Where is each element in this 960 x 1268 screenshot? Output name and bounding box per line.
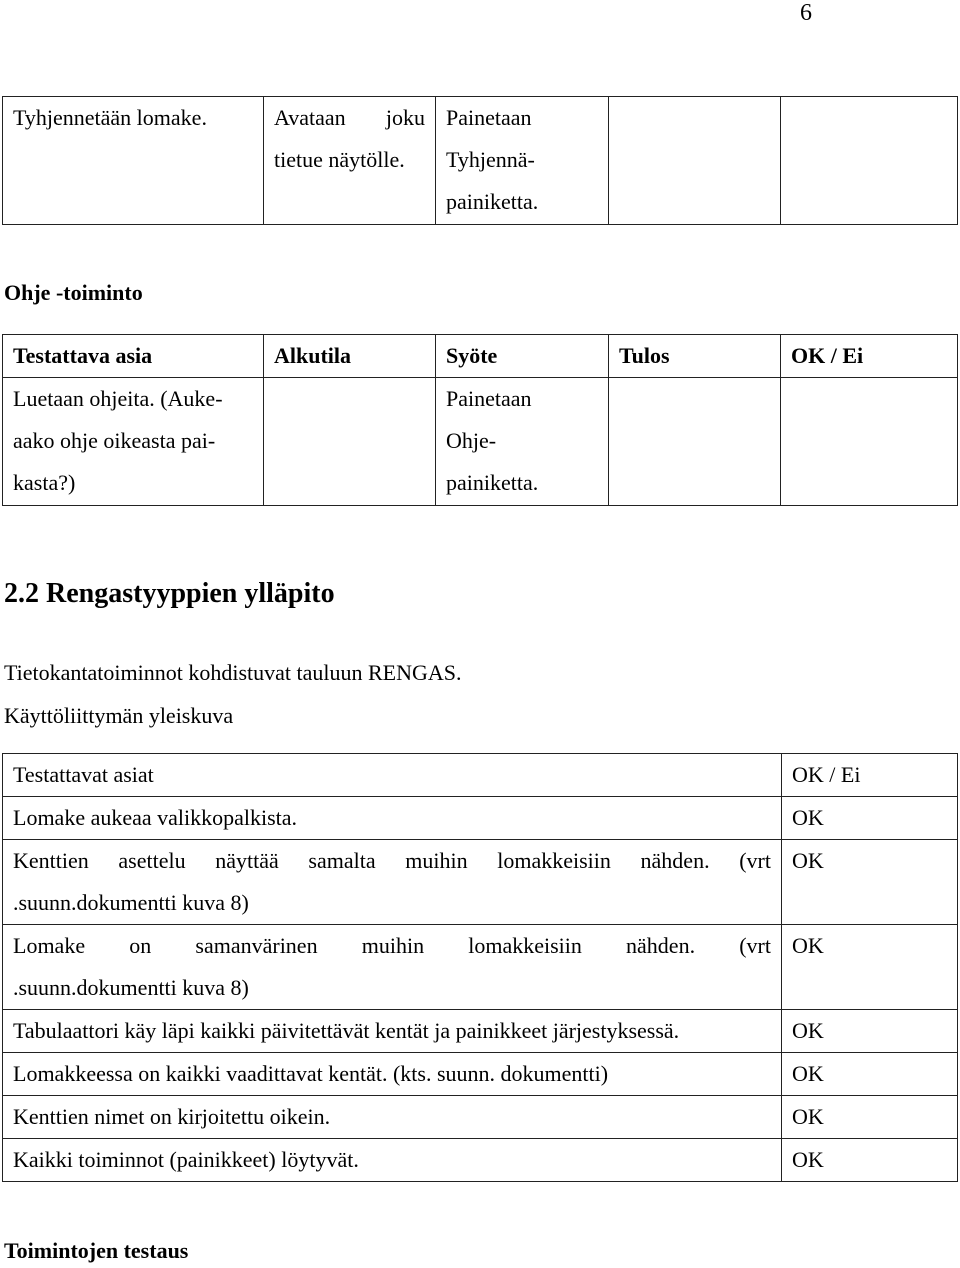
table-cell xyxy=(3,1010,782,1053)
cell-text: Lomake on samanvärinen muihin lomakkeisiin nähden. (vrt xyxy=(13,933,771,958)
table-row xyxy=(3,1010,958,1053)
table-row xyxy=(3,1096,958,1139)
result-cell: OK xyxy=(782,1139,958,1182)
cell-text: Kenttien nimet on kirjoitettu oikein. xyxy=(13,1104,331,1129)
result-cell: OK xyxy=(782,1010,958,1053)
table-cell xyxy=(436,97,609,225)
cell-text: Tyhjennä- xyxy=(446,147,535,172)
section-heading: 2.2 Rengastyyppien ylläpito xyxy=(4,578,335,609)
table-row xyxy=(3,925,958,1010)
table-header-row xyxy=(3,754,958,797)
cell-text: Lomake aukeaa valikkopalkista. xyxy=(13,805,298,830)
table-cell xyxy=(3,840,782,925)
cell-text: Kaikki toiminnot (painikkeet) löytyvät. xyxy=(13,1147,359,1172)
table-row xyxy=(3,840,958,925)
cell-text: Avataan joku xyxy=(274,105,425,130)
cell-text: Lomakkeessa on kaikki vaadittavat kentät. (kts. suunn. dokumentti) xyxy=(13,1061,609,1086)
table-cell xyxy=(264,378,436,506)
ui-overview-test-table xyxy=(2,753,958,1182)
section-text: Tietokantatoiminnot kohdistuvat tauluun RENGAS. xyxy=(4,660,462,685)
table-cell xyxy=(436,378,609,506)
header-cell: Tulos xyxy=(609,335,781,378)
cell-text: kasta?) xyxy=(13,470,76,495)
cell-text: tietue näytölle. xyxy=(274,147,405,172)
clear-form-test-table xyxy=(2,96,958,225)
table-cell xyxy=(609,378,781,506)
table-cell xyxy=(264,97,436,225)
header-cell: Syöte xyxy=(436,335,609,378)
cell-text: Tyhjennetään lomake. xyxy=(13,105,207,130)
table-row xyxy=(3,797,958,840)
bottom-heading: Toimintojen testaus xyxy=(4,1238,189,1263)
cell-text: aako ohje oikeasta pai- xyxy=(13,428,216,453)
table-row xyxy=(3,1139,958,1182)
table-cell xyxy=(3,1053,782,1096)
table-cell xyxy=(3,1139,782,1182)
cell-text: .suunn.dokumentti kuva 8) xyxy=(13,890,249,915)
ohje-heading: Ohje -toiminto xyxy=(4,280,143,305)
header-cell: OK / Ei xyxy=(781,335,958,378)
table-cell xyxy=(781,378,958,506)
table-row xyxy=(3,378,958,506)
result-cell: OK xyxy=(782,840,958,925)
table-cell xyxy=(3,97,264,225)
cell-text: painiketta. xyxy=(446,470,539,495)
table-cell xyxy=(609,97,781,225)
table-cell xyxy=(3,1096,782,1139)
page-number: 6 xyxy=(800,0,812,26)
header-cell: Testattavat asiat xyxy=(3,754,782,797)
subheading: Käyttöliittymän yleiskuva xyxy=(4,703,234,728)
cell-text: Luetaan ohjeita. (Auke- xyxy=(13,386,223,411)
table-cell xyxy=(781,97,958,225)
cell-text: Painetaan xyxy=(446,105,532,130)
cell-text: Painetaan xyxy=(446,386,532,411)
table-row xyxy=(3,97,958,225)
header-cell: OK / Ei xyxy=(782,754,958,797)
help-test-table xyxy=(2,334,958,506)
table-header-row xyxy=(3,335,958,378)
table-cell xyxy=(3,378,264,506)
result-cell: OK xyxy=(782,1096,958,1139)
cell-text: painiketta. xyxy=(446,189,539,214)
header-cell: Testattava asia xyxy=(3,335,264,378)
result-cell: OK xyxy=(782,925,958,1010)
result-cell: OK xyxy=(782,797,958,840)
cell-text: Ohje- xyxy=(446,428,497,453)
table-row xyxy=(3,1053,958,1096)
header-cell: Alkutila xyxy=(264,335,436,378)
table-cell xyxy=(3,925,782,1010)
cell-text: Tabulaattori käy läpi kaikki päivitettävät kentät ja painikkeet järjestyksessä. xyxy=(13,1018,680,1043)
result-cell: OK xyxy=(782,1053,958,1096)
cell-text: Kenttien asettelu näyttää samalta muihin lomakkeisiin nähden. (vrt xyxy=(13,848,771,873)
cell-text: .suunn.dokumentti kuva 8) xyxy=(13,975,249,1000)
table-cell xyxy=(3,797,782,840)
